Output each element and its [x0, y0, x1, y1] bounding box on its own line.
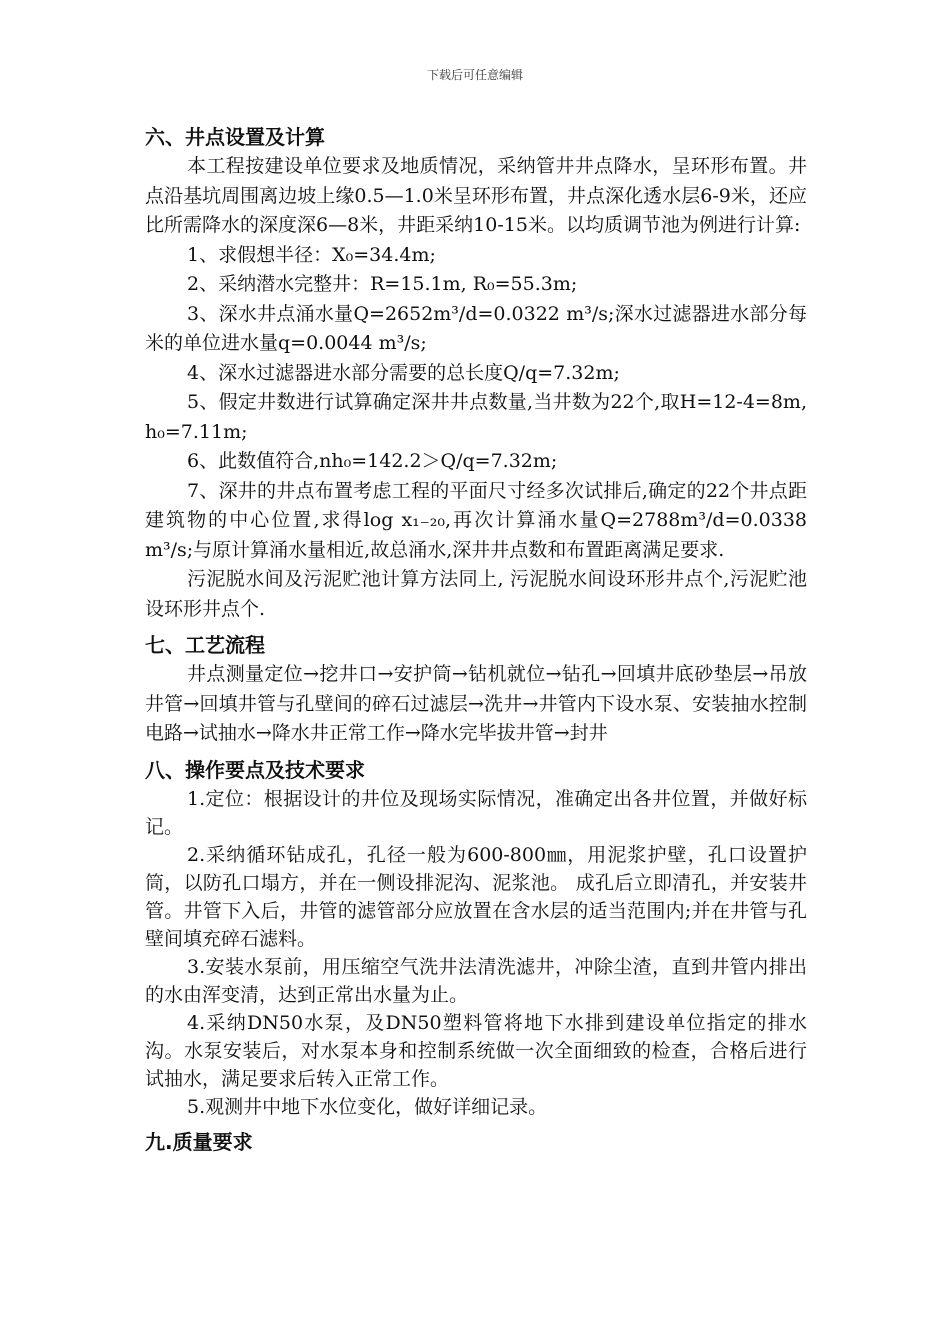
- section-6-item-2: 2、采纳潜水完整井：R=15.1m, R₀=55.3m;: [187, 273, 578, 295]
- section-7-title: 七、工艺流程: [145, 633, 265, 657]
- section-8-para-5: 5.观测井中地下水位变化，做好详细记录。: [187, 1095, 548, 1118]
- section-8-title: 八、操作要点及技术要求: [145, 757, 365, 782]
- section-6-title: 六、井点设置及计算: [145, 125, 325, 149]
- section-6-item-7: 7、深井的井点布置考虑工程的平面尺寸经多次试排后,确定的22个井点距建筑物的中心位置,求得log x₁₋₂₀,再次计算涌水量Q=2788m³/d=0.0338 m³/s;与原计算涌水量相近,故总涌水,深井井点数和布置距离满足要求.: [145, 479, 807, 561]
- section-6-item-1: 1、求假想半径：X₀=34.4m;: [187, 243, 436, 266]
- section-9-title: 九.质量要求: [145, 1129, 253, 1154]
- section-6-intro: 本工程按建设单位要求及地质情况，采纳管井井点降水，呈环形布置。井点沿基坑周围离边坡上缘0.5—1.0米呈环形布置，井点深化透水层6-9米，还应比所需降水的深度深6—8米，井距采纳10-15米。以均质调节池为例进行计算:: [145, 155, 807, 236]
- document-body: [145, 122, 807, 1157]
- section-6-item-4: 4、深水过滤器进水部分需要的总长度Q/q=7.32m;: [187, 361, 620, 384]
- page-header-note: 下载后可任意编辑: [426, 68, 523, 82]
- section-8-para-2: 2.采纳循环钻成孔，孔径一般为600-800㎜，用泥浆护壁，孔口设置护筒，以防孔口塌方，并在一侧设排泥沟、泥浆池。 成孔后立即清孔，并安装井管。井管下入后，井管的滤管部分应放置在含水层的适当范围内;并在井管与孔壁间填充碎石滤料。: [145, 843, 807, 950]
- section-8-para-1: 1.定位：根据设计的井位及现场实际情况，准确定出各井位置，并做好标记。: [145, 787, 807, 838]
- section-8-para-4: 4.采纳DN50水泵，及DN50塑料管将地下水排到建设单位指定的排水沟。水泵安装后，对水泵本身和控制系统做一次全面细致的检查，合格后进行试抽水，满足要求后转入正常工作。: [145, 1011, 807, 1090]
- section-8-para-3: 3.安装水泵前，用压缩空气洗井法清洗滤井，冲除尘渣，直到井管内排出的水由浑变清，达到正常出水量为止。: [145, 955, 807, 1006]
- section-6-note: 污泥脱水间及污泥贮池计算方法同上, 污泥脱水间设环形井点个,污泥贮池设环形井点个.: [145, 568, 807, 620]
- section-6-item-3: 3、深水井点涌水量Q=2652m³/d=0.0322 m³/s;深水过滤器进水部分每米的单位进水量q=0.0044 m³/s;: [145, 302, 807, 354]
- section-7-flow: 井点测量定位→挖井口→安护筒→钻机就位→钻孔→回填井底砂垫层→吊放井管→回填井管与孔壁间的碎石过滤层→洗井→井管内下设水泵、安装抽水控制电路→试抽水→降水井正常工作→降水完毕拔井管→封井: [145, 663, 807, 744]
- section-6-item-6: 6、此数值符合,nh₀=142.2＞Q/q=7.32m;: [187, 450, 558, 472]
- section-6-item-5: 5、假定井数进行试算确定深井井点数量,当井数为22个,取H=12-4=8m, h₀=7.11m;: [145, 391, 807, 443]
